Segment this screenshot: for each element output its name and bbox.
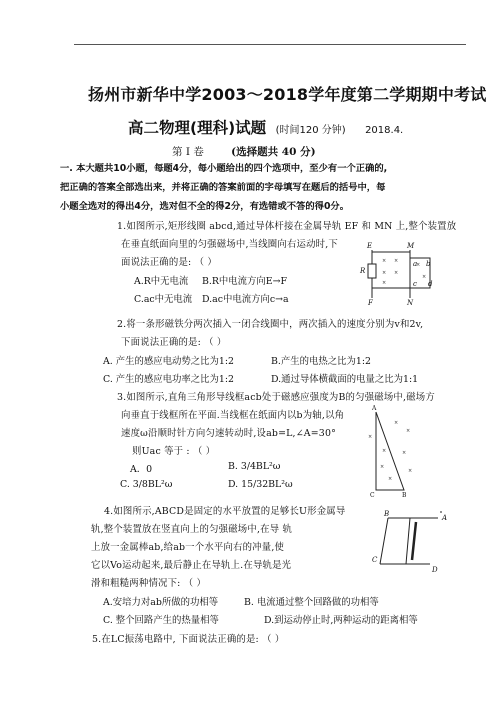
question-4-line: 上放一金属棒ab,给ab一个水平向右的冲量,使 [91,542,285,553]
question-1-line: 1.如图所示,矩形线圈 abcd,通过导体杆接在金属导轨 EF 和 MN 上,整个装置放 [117,221,457,232]
question-2-option-b: B.产生的电热之比为1:2 [271,356,371,367]
question-5-line: 5.在LC振荡电路中, 下面说法正确的是: （ ） [92,634,285,645]
question-1-option-d: D.ac中电流方向c→a [202,294,289,305]
svg-text:×: × [394,420,399,426]
time-note: (时间120 分钟) [275,125,346,136]
exam-subtitle [128,116,403,138]
svg-text:×: × [408,468,413,474]
question-3-option-c: C. 3/8BL²ω [120,479,173,490]
svg-text:×: × [382,258,387,264]
subject-title: 高二物理(理科)试题 [128,119,267,137]
instruction-line: 小题全选对的得出4分，选对但不全的得2分，有选错或不答的得0分。 [60,201,350,212]
question-3-option-a: A．0 [130,464,153,475]
svg-text:×: × [394,270,399,276]
svg-text:×: × [382,270,387,276]
figure-1-label-r: R [360,267,366,275]
figure-3-label-b: B [402,492,407,498]
figure-1-label-f: F [368,299,373,306]
exam-date: 2018.4. [365,125,404,136]
figure-4-label-a: A [442,514,448,522]
question-2-line: 2.将一条形磁铁分两次插入一闭合线圈中，两次插入的速度分别为v和2v, [117,319,424,330]
svg-text:×: × [382,448,387,454]
question-3-line: 3.如图所示,直角三角形导线框acb处于磁感应强度为B的匀强磁场中,磁场方 [117,392,435,403]
question-1-line: 在垂直纸面向里的匀强磁场中,当线圈向右运动时,下 [121,239,339,250]
question-3-line: 则Uac 等于 : （ ） [132,446,216,457]
question-3-option-b: B. 3/4BL²ω [228,461,281,472]
top-rule [74,44,466,45]
svg-text:×: × [380,464,385,470]
question-1-option-b: B.R中电流方向E→F [202,276,288,287]
question-2-line: 下面说法正确的是: （ ） [121,337,227,348]
question-4-line: 它以Vo运动起来,最后静止在导轨上.在导轨是光 [91,560,292,571]
question-3-line: 速度ω沿顺时针方向匀速转动时,设ab=L,∠A=30° [121,428,337,439]
figure-1-label-n: N [407,299,414,306]
svg-text:×: × [382,280,387,286]
question-2-option-d: D.通过导体横截面的电量之比为1:1 [271,374,419,385]
figure-1-circuit [358,240,440,306]
svg-text:×: × [394,258,399,264]
svg-text:×: × [416,262,421,268]
figure-1-label-e: E [367,242,373,250]
question-2-option-c: C. 产生的感应电功率之比为1:2 [103,374,235,385]
question-2-option-a: A. 产生的感应电动势之比为1:2 [103,356,234,367]
exam-title: 扬州市新华中学2003～2018学年度第二学期期中考试 [88,85,487,104]
question-3-line: 向垂直于线框所在平面.当线框在纸面内以b为轴,以角 [121,410,345,421]
question-1-line: 面说法正确的是: （ ） [121,257,217,268]
question-1-option-c: C.ac中无电流 [134,294,193,305]
question-4-line: 4.如图所示,ABCD是固定的水平放置的足够长U形金属导 [104,506,346,517]
figure-4-label-d: D [432,566,438,574]
svg-text:×: × [422,274,427,280]
figure-1-label-m: M [407,242,415,250]
question-4-option-c: C. 整个回路产生的热量相等 [103,615,219,626]
section-note: (选择题共 40 分) [231,146,316,158]
svg-text:×: × [402,450,407,456]
question-4-line: 轨,整个装置放在竖直向上的匀强磁场中,在导 轨 [91,524,293,535]
figure-3-label-a: A [372,405,377,412]
figure-4-label-b: B [384,510,390,518]
figure-1-label-c: c [413,280,417,288]
section-heading [172,144,316,159]
svg-text:×: × [406,428,411,434]
svg-text:×: × [388,476,393,482]
instruction-line: 把正确的答案全部选出来，并将正确的答案前面的字母填写在题后的括号中，每 [60,182,386,193]
question-4-option-a: A.安培力对ab所做的功相等 [103,597,219,608]
question-4-option-d: D.到运动停止时,两种运动的距离相等 [264,615,418,626]
figure-3-triangle [364,402,420,498]
figure-4-rails [372,508,452,578]
question-3-option-d: D. 15/32BL²ω [228,479,293,490]
instruction-line: 一. 本大题共10小题，每题4分，每小题给出的四个选项中，至少有一个正确的, [60,163,388,174]
figure-4-label-c: C [372,556,378,564]
svg-text:×: × [368,434,373,440]
section-label: 第 I 卷 [172,146,204,158]
question-4-line: 滑和粗糙两种情况下: （ ） [91,578,207,589]
figure-1-label-b: b [426,260,431,268]
figure-3-label-c: C [370,492,375,498]
question-1-option-a: A.R中无电流 [134,276,189,287]
figure-1-label-a: a [413,260,418,268]
figure-1-label-d: d [428,280,433,288]
question-4-option-b: B. 电流通过整个回路做的功相等 [244,597,379,608]
